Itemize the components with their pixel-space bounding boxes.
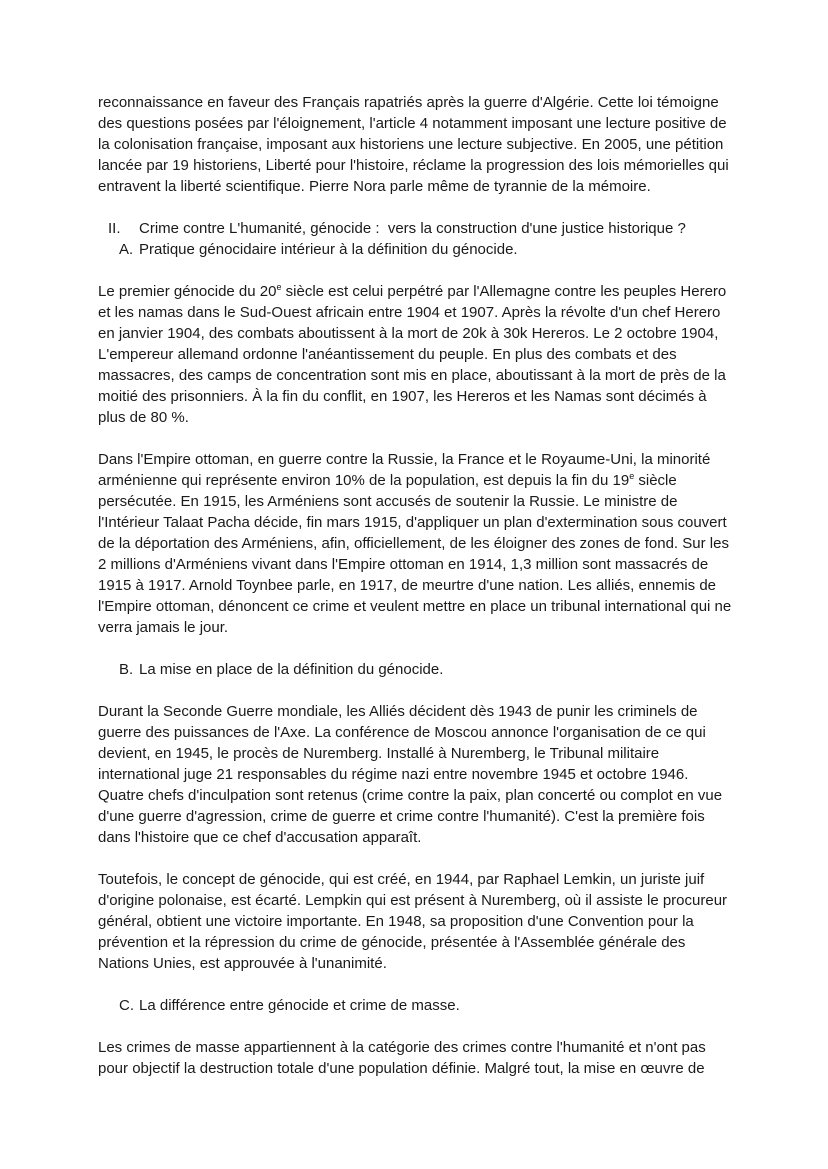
- paragraph-memory-laws: reconnaissance en faveur des Français rapatriés après la guerre d'Algérie. Cette loi témoigne des questions posées par l'éloignement, l'article 4 notamment imposant une lecture positive de la colonisation française, imposant aux historiens une lecture subjective. En 2005, une pétition lancée par 19 historiens, Liberté pour l'histoire, réclame la progression des lois mémorielles qui entravent la liberté scientifique. Pierre Nora parle même de tyrannie de la mémoire.: [98, 94, 733, 195]
- paragraph-armenian-genocide-text-1: Dans l'Empire ottoman, en guerre contre la Russie, la France et le Royaume-Uni, la minorité arménienne qui représente environ 10% de la population, est depuis la fin du 19: [98, 451, 715, 489]
- heading-sub-c-text: La différence entre génocide et crime de masse.: [139, 997, 460, 1014]
- heading-sub-c: [98, 995, 738, 1016]
- heading-sub-b-text: La mise en place de la définition du génocide.: [139, 661, 444, 678]
- paragraph-herero-genocide-text-2: siècle est celui perpétré par l'Allemagne contre les peuples Herero et les namas dans le Sud-Ouest africain entre 1904 et 1907. Après la révolte d'un chef Herero en janvier 1904, des combats aboutissent à la mort de 20k à 30k Hereros. Le 2 octobre 1904, L'empereur allemand ordonne l'anéantissement du peuple. En plus des combats et des massacres, des camps de concentration sont mis en place, aboutissant à la mort de près de la moitié des prisonniers. À la fin du conflit, en 1907, les Hereros et les Namas sont décimés à plus de 80 %.: [98, 283, 731, 426]
- heading-sub-a-text: Pratique génocidaire intérieur à la définition du génocide.: [139, 241, 518, 258]
- document-body: [98, 92, 738, 1100]
- list-marker-roman-ii: II.: [108, 220, 121, 237]
- list-marker-letter-b: B.: [119, 661, 134, 678]
- ordinal-superscript: e: [276, 282, 282, 292]
- heading-section-ii: [98, 218, 738, 239]
- paragraph-nuremberg: Durant la Seconde Guerre mondiale, les Alliés décident dès 1943 de punir les criminels de guerre des puissances de l'Axe. La conférence de Moscou annonce l'organisation de ce qui devient, en 1945, le procès de Nuremberg. Installé à Nuremberg, le Tribunal militaire international juge 21 responsables du régime nazi entre novembre 1945 et octobre 1946. Quatre chefs d'inculpation sont retenus (crime contre la paix, plan concerté ou complot en vue d'une guerre d'agression, crime de guerre et crime contre l'humanité). C'est la première fois dans l'histoire que ce chef d'accusation apparaît.: [98, 703, 727, 846]
- list-marker-letter-a: A.: [119, 241, 134, 258]
- heading-sub-a: [98, 239, 738, 260]
- heading-section-ii-text: Crime contre L'humanité, génocide : vers la construction d'une justice historique ?: [139, 220, 686, 237]
- paragraph-herero-genocide: [98, 281, 738, 428]
- paragraph-armenian-genocide: [98, 449, 738, 638]
- ordinal-superscript: e: [629, 471, 635, 481]
- heading-sub-b: [98, 659, 738, 680]
- list-marker-letter-c: C.: [119, 997, 134, 1014]
- paragraph-herero-genocide-text-1: Le premier génocide du 20: [98, 283, 277, 300]
- paragraph-armenian-genocide-text-2: siècle persécutée. En 1915, les Arméniens sont accusés de soutenir la Russie. Le ministre de l'Intérieur Talaat Pacha décide, fin mars 1915, d'appliquer un plan d'extermination sous couvert de la déportation des Arméniens, afin, officiellement, de les éloigner des zones de fond. Sur les 2 millions d'Arméniens vivant dans l'Empire ottoman en 1914, 1,3 million sont massacrés de 1915 à 1917. Arnold Toynbee parle, en 1917, de meurtre d'une nation. Les alliés, ennemis de l'Empire ottoman, dénoncent ce crime et veulent mettre en place un tribunal international qui ne verra jamais le jour.: [98, 472, 736, 636]
- paragraph-mass-crimes: Les crimes de masse appartiennent à la catégorie des crimes contre l'humanité et n'ont pas pour objectif la destruction totale d'une population définie. Malgré tout, la mise en œuvre de: [98, 1039, 710, 1077]
- paragraph-lemkin: Toutefois, le concept de génocide, qui est créé, en 1944, par Raphael Lemkin, un juriste juif d'origine polonaise, est écarté. Lempkin qui est présent à Nuremberg, où il assiste le procureur général, obtient une victoire importante. En 1948, sa proposition d'une Convention pour la prévention et la répression du crime de génocide, présentée à l'Assemblée générale des Nations Unies, est approuvée à l'unanimité.: [98, 871, 732, 972]
